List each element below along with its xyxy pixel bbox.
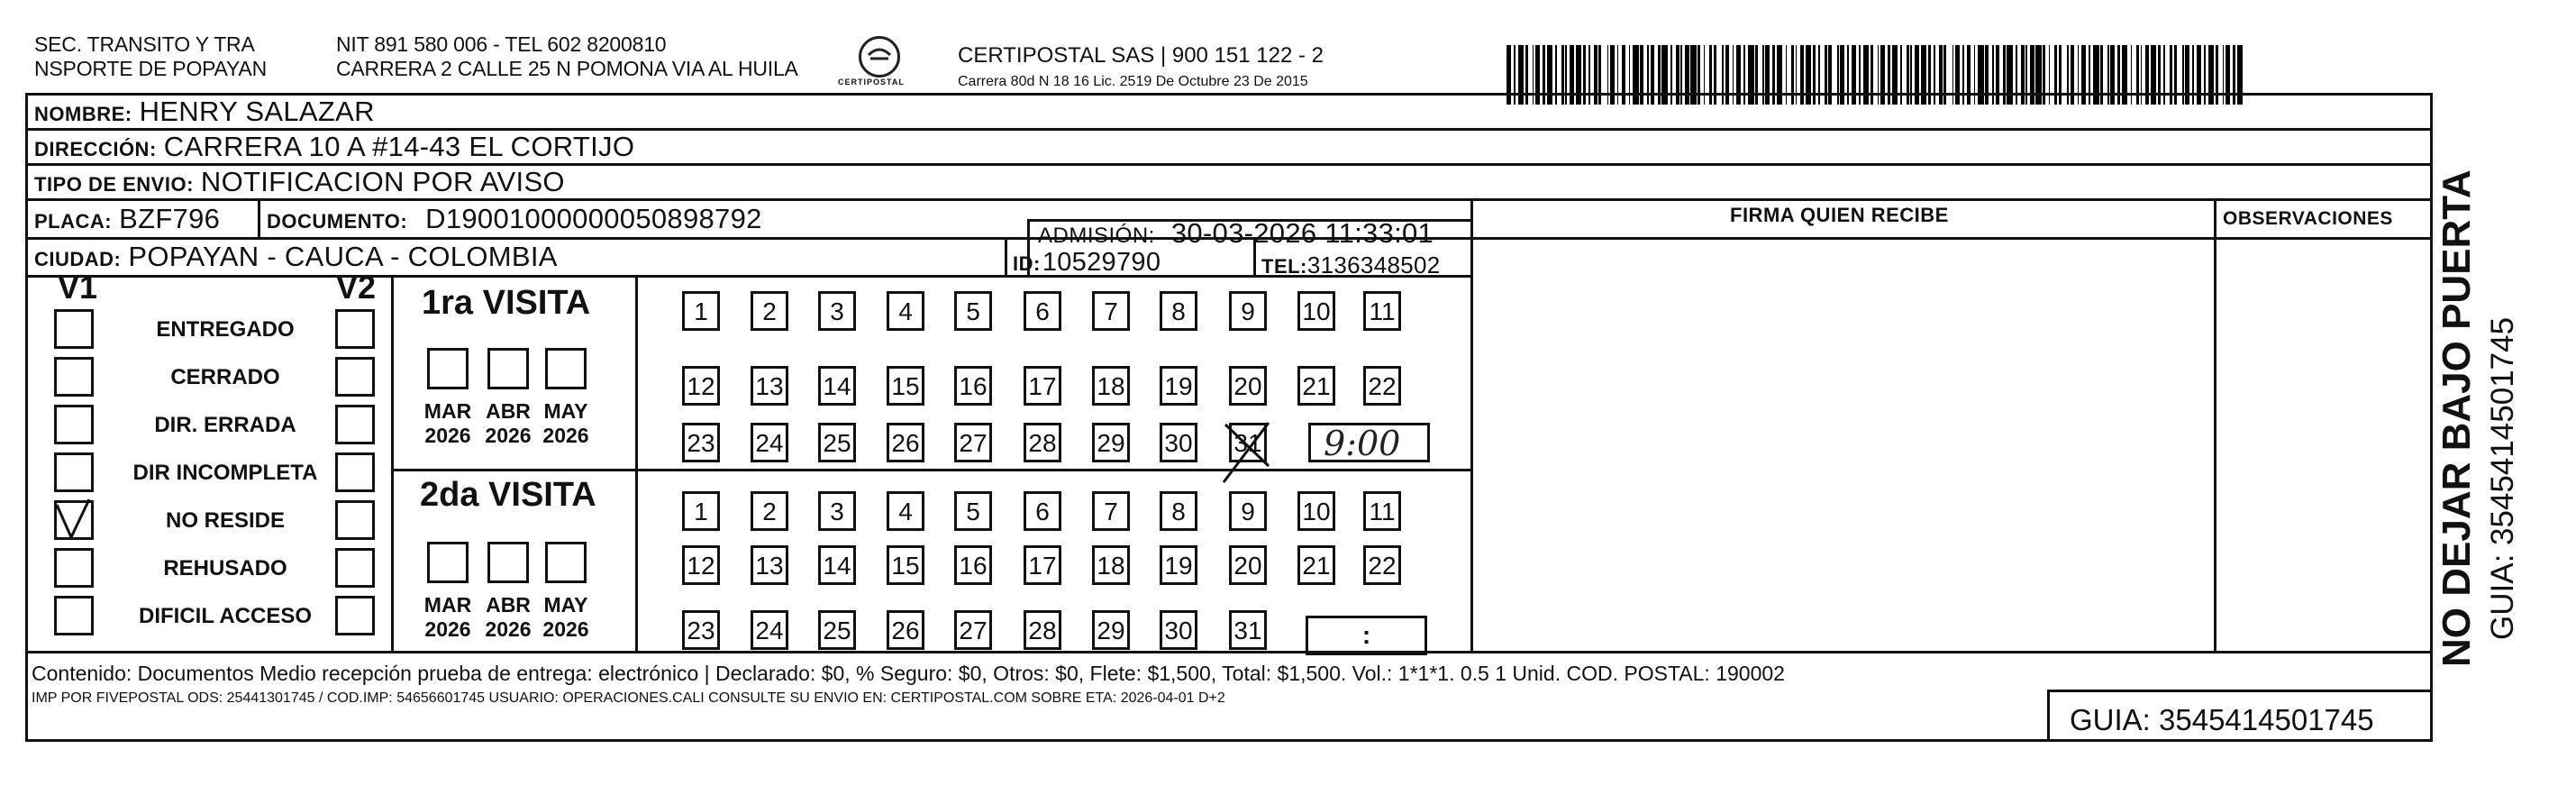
v2-checkbox[interactable] <box>335 309 375 349</box>
day-box[interactable]: 4 <box>887 491 924 531</box>
v2-checkbox[interactable] <box>335 548 375 588</box>
courier-info <box>958 43 1324 90</box>
day-box[interactable]: 22 <box>1363 545 1401 585</box>
day-box[interactable]: 13 <box>751 545 788 585</box>
day-box[interactable]: 28 <box>1024 423 1061 462</box>
day-box[interactable]: 28 <box>1024 610 1061 650</box>
day-box[interactable]: 11 <box>1363 291 1401 331</box>
day-box[interactable]: 30 <box>1160 610 1197 650</box>
day-box[interactable]: 24 <box>751 610 788 650</box>
observaciones-label: OBSERVACIONES <box>2223 208 2393 229</box>
day-box[interactable]: 3 <box>818 291 856 331</box>
month-checkbox[interactable] <box>545 348 587 389</box>
day-box[interactable]: 27 <box>954 610 992 650</box>
month-label <box>534 399 597 448</box>
tipo-envio-value: NOTIFICACION POR AVISO <box>200 166 565 197</box>
barcode <box>1506 45 2249 105</box>
day-box[interactable]: 29 <box>1092 423 1130 462</box>
documento-cell <box>267 203 762 235</box>
documento-label: DOCUMENTO: <box>267 210 408 233</box>
day-box[interactable]: 19 <box>1160 545 1197 585</box>
day-box[interactable]: 1 <box>682 291 720 331</box>
month-checkbox[interactable] <box>487 542 529 583</box>
placa-label: PLACA: <box>34 210 113 233</box>
day-box[interactable]: 7 <box>1092 291 1130 331</box>
day-box[interactable]: 13 <box>751 366 788 406</box>
day-box[interactable]: 27 <box>954 423 992 462</box>
day-box[interactable]: 23 <box>682 610 720 650</box>
month-name: MAR <box>423 399 472 423</box>
v2-checkbox[interactable] <box>335 596 375 635</box>
v2-checkbox[interactable] <box>335 405 375 444</box>
check-mark-icon <box>53 496 98 541</box>
tipo-envio-label: TIPO DE ENVIO: <box>34 173 194 196</box>
nombre-label: NOMBRE: <box>34 103 132 125</box>
sender-org-line1: SEC. TRANSITO Y TRA <box>34 32 255 56</box>
first-visit-time-box[interactable] <box>1308 423 1430 462</box>
second-visit-title: 2da VISITA <box>420 476 596 514</box>
footer-guia: GUIA: 3545414501745 <box>2070 703 2374 736</box>
v2-checkbox[interactable] <box>335 500 375 540</box>
month-checkbox[interactable] <box>427 348 469 389</box>
documento-value: D19001000000050898792 <box>425 203 762 234</box>
observations-area[interactable] <box>2221 239 2426 646</box>
admision-value: 30-03-2026 11:33:01 <box>1170 217 1434 249</box>
month-label <box>477 399 540 448</box>
status-option-label: DIFICIL ACCESO <box>138 604 312 628</box>
v2-header: V2 <box>336 269 377 306</box>
ciudad-value: POPAYAN - CAUCA - COLOMBIA <box>128 241 558 272</box>
placa-value: BZF796 <box>119 203 221 234</box>
day-box[interactable]: 14 <box>818 366 856 406</box>
day-box[interactable]: 25 <box>818 423 856 462</box>
month-name: MAR <box>423 593 472 617</box>
day-box[interactable]: 9 <box>1229 291 1267 331</box>
day-box[interactable]: 26 <box>887 610 924 650</box>
month-label <box>416 399 479 448</box>
certipostal-logo-icon <box>859 36 900 78</box>
month-name: MAY <box>543 399 588 423</box>
day-box[interactable]: 25 <box>818 610 856 650</box>
logo-text: CERTIPOSTAL <box>838 78 905 87</box>
day-box[interactable]: 20 <box>1229 366 1267 406</box>
day-box[interactable]: 29 <box>1092 610 1130 650</box>
day-box[interactable]: 8 <box>1160 491 1197 531</box>
admision-cell <box>1038 217 1434 250</box>
v1-checkbox[interactable] <box>54 405 94 444</box>
day-box[interactable]: 9 <box>1229 491 1267 531</box>
day-box[interactable]: 23 <box>682 423 720 462</box>
v2-checkbox[interactable] <box>335 357 375 397</box>
sender-org-line2: NSPORTE DE POPAYAN <box>34 57 267 80</box>
day-box[interactable]: 8 <box>1160 291 1197 331</box>
month-name: ABR <box>486 399 531 423</box>
id-label: ID: <box>1013 252 1041 275</box>
sender-org <box>34 32 267 81</box>
tipo-envio-row <box>34 166 565 198</box>
status-option-label: ENTREGADO <box>156 317 295 342</box>
day-box[interactable]: 2 <box>751 491 788 531</box>
direccion-value: CARRERA 10 A #14-43 EL CORTIJO <box>163 131 635 162</box>
v1-checkbox[interactable] <box>54 309 94 349</box>
nombre-row <box>34 96 375 128</box>
month-year: 2026 <box>485 424 532 447</box>
day-box[interactable]: 17 <box>1024 366 1061 406</box>
day-box[interactable]: 2 <box>751 291 788 331</box>
day-box[interactable]: 6 <box>1024 291 1061 331</box>
v1-checkbox[interactable] <box>54 500 94 540</box>
month-year: 2026 <box>424 424 471 447</box>
status-option-label: CERRADO <box>170 365 280 389</box>
month-label <box>477 593 540 642</box>
day-box[interactable]: 5 <box>954 291 992 331</box>
v1-checkbox[interactable] <box>54 548 94 588</box>
month-year: 2026 <box>424 617 471 641</box>
v1-header: V1 <box>58 269 98 306</box>
second-visit-time-box[interactable]: : <box>1306 616 1427 655</box>
day-box[interactable]: 31 <box>1229 610 1267 650</box>
v1-checkbox[interactable] <box>54 596 94 635</box>
day-box[interactable]: 18 <box>1092 545 1130 585</box>
day-box[interactable]: 31 <box>1229 423 1267 462</box>
id-value: 10529790 <box>1042 248 1161 277</box>
month-year: 2026 <box>485 617 532 641</box>
first-visit-title: 1ra VISITA <box>422 284 591 322</box>
firma-label: FIRMA QUIEN RECIBE <box>1730 204 1949 226</box>
tel-value: 3136348502 <box>1306 251 1441 279</box>
month-label <box>534 593 597 642</box>
day-box[interactable]: 10 <box>1297 491 1335 531</box>
day-box[interactable]: 15 <box>887 545 924 585</box>
day-box[interactable]: 21 <box>1297 545 1335 585</box>
status-option-label: REHUSADO <box>163 556 287 580</box>
imp-line: IMP POR FIVEPOSTAL ODS: 25441301745 / COD.IMP: 54656601745 USUARIO: OPERACIONES.CALI CONSULTE SU ENVIO EN: CERTIPOSTAL.COM SOBRE ETA: 2026-04-01 D+2 <box>32 690 1225 706</box>
cross-mark-icon <box>1216 414 1288 490</box>
day-box[interactable]: 21 <box>1297 366 1335 406</box>
day-box[interactable]: 3 <box>818 491 856 531</box>
day-box[interactable]: 14 <box>818 545 856 585</box>
v2-checkbox[interactable] <box>335 452 375 492</box>
courier-license: Carrera 80d N 18 16 Lic. 2519 De Octubre 23 De 2015 <box>958 74 1308 89</box>
day-box[interactable]: 4 <box>887 291 924 331</box>
day-box[interactable]: 16 <box>954 545 992 585</box>
day-box[interactable]: 24 <box>751 423 788 462</box>
month-year: 2026 <box>542 424 589 447</box>
day-box[interactable]: 22 <box>1363 366 1401 406</box>
admision-label: ADMISIÓN: <box>1038 224 1155 248</box>
side-guia: GUIA: 3545414501745 <box>2485 316 2520 640</box>
day-box[interactable]: 1 <box>682 491 720 531</box>
contenido-line: Contenido: Documentos Medio recepción prueba de entrega: electrónico | Declarado: $0, % Seguro: $0, Otros: $0, Flete: $1,500, Total: $1,500. Vol.: 1*1*1. 0.5 1 Unid. COD. POSTAL: 190002 <box>32 662 1785 685</box>
courier-name: CERTIPOSTAL SAS | 900 151 122 - 2 <box>958 43 1324 68</box>
sender-contact <box>336 32 798 81</box>
day-box[interactable]: 11 <box>1363 491 1401 531</box>
month-label <box>416 593 479 642</box>
day-box[interactable]: 30 <box>1160 423 1197 462</box>
day-box[interactable]: 26 <box>887 423 924 462</box>
day-box[interactable]: 6 <box>1024 491 1061 531</box>
month-name: ABR <box>486 593 531 617</box>
day-box[interactable]: 17 <box>1024 545 1061 585</box>
first-visit-time: 9:00 <box>1324 424 1401 463</box>
no-dejar-bajo-puerta: NO DEJAR BAJO PUERTA <box>2435 169 2479 667</box>
ciudad-label: CIUDAD: <box>34 248 122 270</box>
month-checkbox[interactable] <box>427 542 469 583</box>
id-cell <box>1013 248 1161 278</box>
day-box[interactable]: 19 <box>1160 366 1197 406</box>
v1-checkbox[interactable] <box>54 357 94 397</box>
day-box[interactable]: 16 <box>954 366 992 406</box>
day-box[interactable]: 18 <box>1092 366 1130 406</box>
sender-nit: NIT 891 580 006 - TEL 602 8200810 <box>336 32 667 56</box>
status-option-label: DIR. ERRADA <box>154 413 296 437</box>
month-year: 2026 <box>542 617 589 641</box>
month-name: MAY <box>543 593 588 617</box>
day-box[interactable]: 12 <box>682 545 720 585</box>
month-checkbox[interactable] <box>545 542 587 583</box>
nombre-value: HENRY SALAZAR <box>139 96 375 127</box>
day-box[interactable]: 5 <box>954 491 992 531</box>
ciudad-cell <box>34 241 558 273</box>
day-box[interactable]: 15 <box>887 366 924 406</box>
status-option-label: NO RESIDE <box>165 508 286 533</box>
direccion-label: DIRECCIÓN: <box>34 138 157 160</box>
day-box[interactable]: 20 <box>1229 545 1267 585</box>
tel-label: TEL: <box>1261 255 1307 278</box>
day-box[interactable]: 7 <box>1092 491 1130 531</box>
direccion-row <box>34 131 634 163</box>
status-option-label: DIR INCOMPLETA <box>132 461 318 485</box>
v1-checkbox[interactable] <box>54 452 94 492</box>
day-box[interactable]: 12 <box>682 366 720 406</box>
month-checkbox[interactable] <box>487 348 529 389</box>
day-box[interactable]: 10 <box>1297 291 1335 331</box>
placa-cell <box>34 203 220 235</box>
signature-area[interactable] <box>1478 239 2209 646</box>
tel-cell <box>1261 251 1441 279</box>
sender-address: CARRERA 2 CALLE 25 N POMONA VIA AL HUILA <box>336 57 798 80</box>
